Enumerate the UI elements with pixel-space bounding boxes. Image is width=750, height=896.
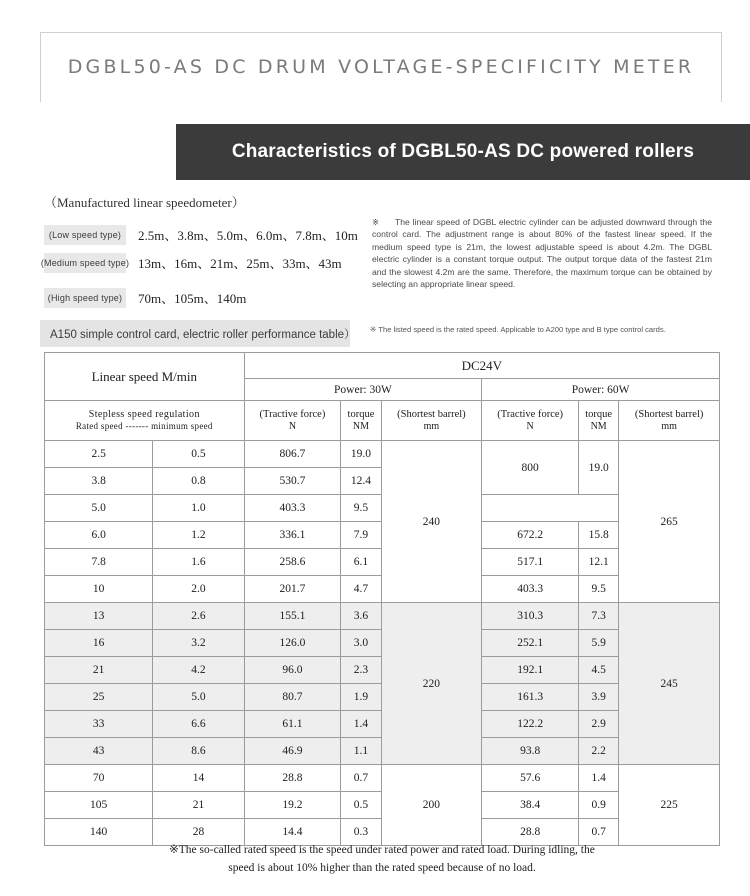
cell-tractive-30: 126.0	[244, 630, 341, 657]
cell-rated-speed: 2.5	[45, 441, 153, 468]
cell-rated-speed: 43	[45, 738, 153, 765]
cell-minimum-speed: 14	[153, 765, 244, 792]
cell-tractive-30: 96.0	[244, 657, 341, 684]
cell-rated-speed: 5.0	[45, 495, 153, 522]
cell-minimum-speed: 6.6	[153, 711, 244, 738]
cell-minimum-speed: 2.6	[153, 603, 244, 630]
cell-tractive-30: 14.4	[244, 819, 341, 846]
table-row	[45, 441, 720, 468]
cell-torque-30: 6.1	[341, 549, 381, 576]
table-header-row-1	[45, 353, 720, 379]
cell-minimum-speed: 5.0	[153, 684, 244, 711]
speed-tag-low: (Low speed type)	[44, 225, 126, 245]
cell-torque-30: 0.5	[341, 792, 381, 819]
footer-note	[44, 842, 720, 878]
cell-tractive-30: 80.7	[244, 684, 341, 711]
cell-minimum-speed: 28	[153, 819, 244, 846]
cell-tractive-60: 800	[482, 441, 579, 495]
cell-barrel-60: 245	[619, 603, 720, 765]
cell-minimum-speed: 1.2	[153, 522, 244, 549]
cell-rated-speed: 70	[45, 765, 153, 792]
cell-tractive-60: 57.6	[482, 765, 579, 792]
cell-barrel-30: 240	[381, 441, 482, 603]
header-linear-speed: Linear speed M/min	[45, 353, 245, 401]
speed-values-high: 70m、105m、140m	[138, 291, 247, 306]
cell-minimum-speed: 0.8	[153, 468, 244, 495]
performance-table	[44, 352, 720, 846]
header-barrel-30: (Shortest barrel) mm	[381, 401, 482, 441]
cell-torque-60: 5.9	[578, 630, 618, 657]
cell-torque-30: 9.5	[341, 495, 381, 522]
cell-torque-30: 0.7	[341, 765, 381, 792]
page-title: DGBL50-AS DC DRUM VOLTAGE-SPECIFICITY METER	[67, 56, 695, 78]
cell-tractive-60: 252.1	[482, 630, 579, 657]
header-tractive-60: (Tractive force) N	[482, 401, 579, 441]
table-header-row-3	[45, 401, 720, 441]
cell-tractive-60: 122.2	[482, 711, 579, 738]
cell-tractive-60: 310.3	[482, 603, 579, 630]
cell-tractive-60: 403.3	[482, 576, 579, 603]
header-tractive-30: (Tractive force) N	[244, 401, 341, 441]
cell-torque-60: 0.9	[578, 792, 618, 819]
cell-rated-speed: 33	[45, 711, 153, 738]
header-torque-30: torque NM	[341, 401, 381, 441]
cell-minimum-speed: 4.2	[153, 657, 244, 684]
cell-torque-30: 1.1	[341, 738, 381, 765]
table-row	[45, 765, 720, 792]
banner-title: Characteristics of DGBL50-AS DC powered rollers	[176, 124, 750, 180]
cell-rated-speed: 10	[45, 576, 153, 603]
speed-values-medium: 13m、16m、21m、25m、33m、43m	[138, 256, 342, 271]
adjustment-note	[372, 216, 712, 291]
cell-tractive-60: 28.8	[482, 819, 579, 846]
cell-torque-60: 1.4	[578, 765, 618, 792]
cell-rated-speed: 25	[45, 684, 153, 711]
speed-tag-medium: (Medium speed type)	[44, 253, 126, 273]
cell-tractive-60: 517.1	[482, 549, 579, 576]
note-star-icon: ※	[372, 217, 381, 227]
cell-torque-60: 15.8	[578, 522, 618, 549]
cell-barrel-30: 200	[381, 765, 482, 846]
footer-line-2: speed is about 10% higher than the rated speed because of no load.	[228, 861, 536, 874]
cell-tractive-30: 19.2	[244, 792, 341, 819]
cell-barrel-60: 225	[619, 765, 720, 846]
cell-torque-30: 2.3	[341, 657, 381, 684]
cell-torque-60: 4.5	[578, 657, 618, 684]
cell-tractive-60: 93.8	[482, 738, 579, 765]
cell-rated-speed: 7.8	[45, 549, 153, 576]
control-card-subtitle: A150 simple control card, electric roller performance table）	[40, 320, 350, 347]
cell-barrel-60: 265	[619, 441, 720, 603]
cell-barrel-30: 220	[381, 603, 482, 765]
cell-torque-30: 19.0	[341, 441, 381, 468]
cell-torque-60: 19.0	[578, 441, 618, 495]
header-torque-60: torque NM	[578, 401, 618, 441]
cell-rated-speed: 3.8	[45, 468, 153, 495]
cell-rated-speed: 105	[45, 792, 153, 819]
cell-torque-30: 4.7	[341, 576, 381, 603]
cell-rated-speed: 21	[45, 657, 153, 684]
control-card-note: ※ The listed speed is the rated speed. Applicable to A200 type and B type control cards.	[370, 325, 666, 334]
cell-tractive-30: 46.9	[244, 738, 341, 765]
manufactured-label: （Manufactured linear speedometer）	[44, 195, 245, 210]
cell-torque-30: 12.4	[341, 468, 381, 495]
header-voltage: DC24V	[244, 353, 719, 379]
speed-row-medium	[40, 250, 342, 275]
speed-tag-high: (High speed type)	[44, 288, 126, 308]
header-barrel-60: (Shortest barrel) mm	[619, 401, 720, 441]
cell-tractive-30: 201.7	[244, 576, 341, 603]
cell-tractive-30: 155.1	[244, 603, 341, 630]
cell-minimum-speed: 1.0	[153, 495, 244, 522]
header-stepless: Stepless speed regulation Rated speed ------- minimum speed	[45, 401, 245, 441]
cell-torque-60: 0.7	[578, 819, 618, 846]
speed-row-low	[44, 222, 358, 247]
cell-torque-60: 7.3	[578, 603, 618, 630]
cell-torque-30: 1.4	[341, 711, 381, 738]
cell-torque-60: 9.5	[578, 576, 618, 603]
cell-minimum-speed: 3.2	[153, 630, 244, 657]
cell-minimum-speed: 8.6	[153, 738, 244, 765]
cell-torque-30: 7.9	[341, 522, 381, 549]
cell-tractive-60: 672.2	[482, 522, 579, 549]
cell-rated-speed: 140	[45, 819, 153, 846]
speed-row-high	[44, 285, 246, 310]
cell-minimum-speed: 2.0	[153, 576, 244, 603]
speed-values-low: 2.5m、3.8m、5.0m、6.0m、7.8m、10m	[138, 228, 358, 243]
cell-torque-30: 3.6	[341, 603, 381, 630]
cell-torque-60: 12.1	[578, 549, 618, 576]
cell-minimum-speed: 0.5	[153, 441, 244, 468]
cell-tractive-30: 28.8	[244, 765, 341, 792]
cell-torque-30: 1.9	[341, 684, 381, 711]
note-text: The linear speed of DGBL electric cylinder can be adjusted downward through the control card. The adjustment range is about 80% of the fastest linear speed. If the medium speed type is 21m, the lowest adjustable speed is about 4.2m. The DGBL electric cylinder is a constant torque output. The output torque data of the fastest 21m and the slowest 4.2m are the same. Therefore, the maximum torque can be obtained by selecting an appropriate linear speed.	[372, 217, 712, 290]
footer-line-1: ※The so-called rated speed is the speed under rated power and rated load. During idling, the	[169, 844, 595, 856]
cell-tractive-30: 61.1	[244, 711, 341, 738]
cell-rated-speed: 6.0	[45, 522, 153, 549]
table-row	[45, 603, 720, 630]
cell-torque-60: 2.9	[578, 711, 618, 738]
cell-tractive-30: 806.7	[244, 441, 341, 468]
cell-torque-30: 0.3	[341, 819, 381, 846]
header-power-60w: Power: 60W	[482, 379, 720, 401]
cell-tractive-60: 161.3	[482, 684, 579, 711]
cell-tractive-30: 403.3	[244, 495, 341, 522]
cell-tractive-60: 192.1	[482, 657, 579, 684]
header-power-30w: Power: 30W	[244, 379, 482, 401]
cell-tractive-30: 336.1	[244, 522, 341, 549]
cell-tractive-30: 258.6	[244, 549, 341, 576]
cell-minimum-speed: 21	[153, 792, 244, 819]
cell-minimum-speed: 1.6	[153, 549, 244, 576]
cell-torque-60: 3.9	[578, 684, 618, 711]
cell-rated-speed: 16	[45, 630, 153, 657]
cell-torque-60: 2.2	[578, 738, 618, 765]
cell-tractive-60: 38.4	[482, 792, 579, 819]
cell-torque-30: 3.0	[341, 630, 381, 657]
cell-tractive-30: 530.7	[244, 468, 341, 495]
cell-rated-speed: 13	[45, 603, 153, 630]
